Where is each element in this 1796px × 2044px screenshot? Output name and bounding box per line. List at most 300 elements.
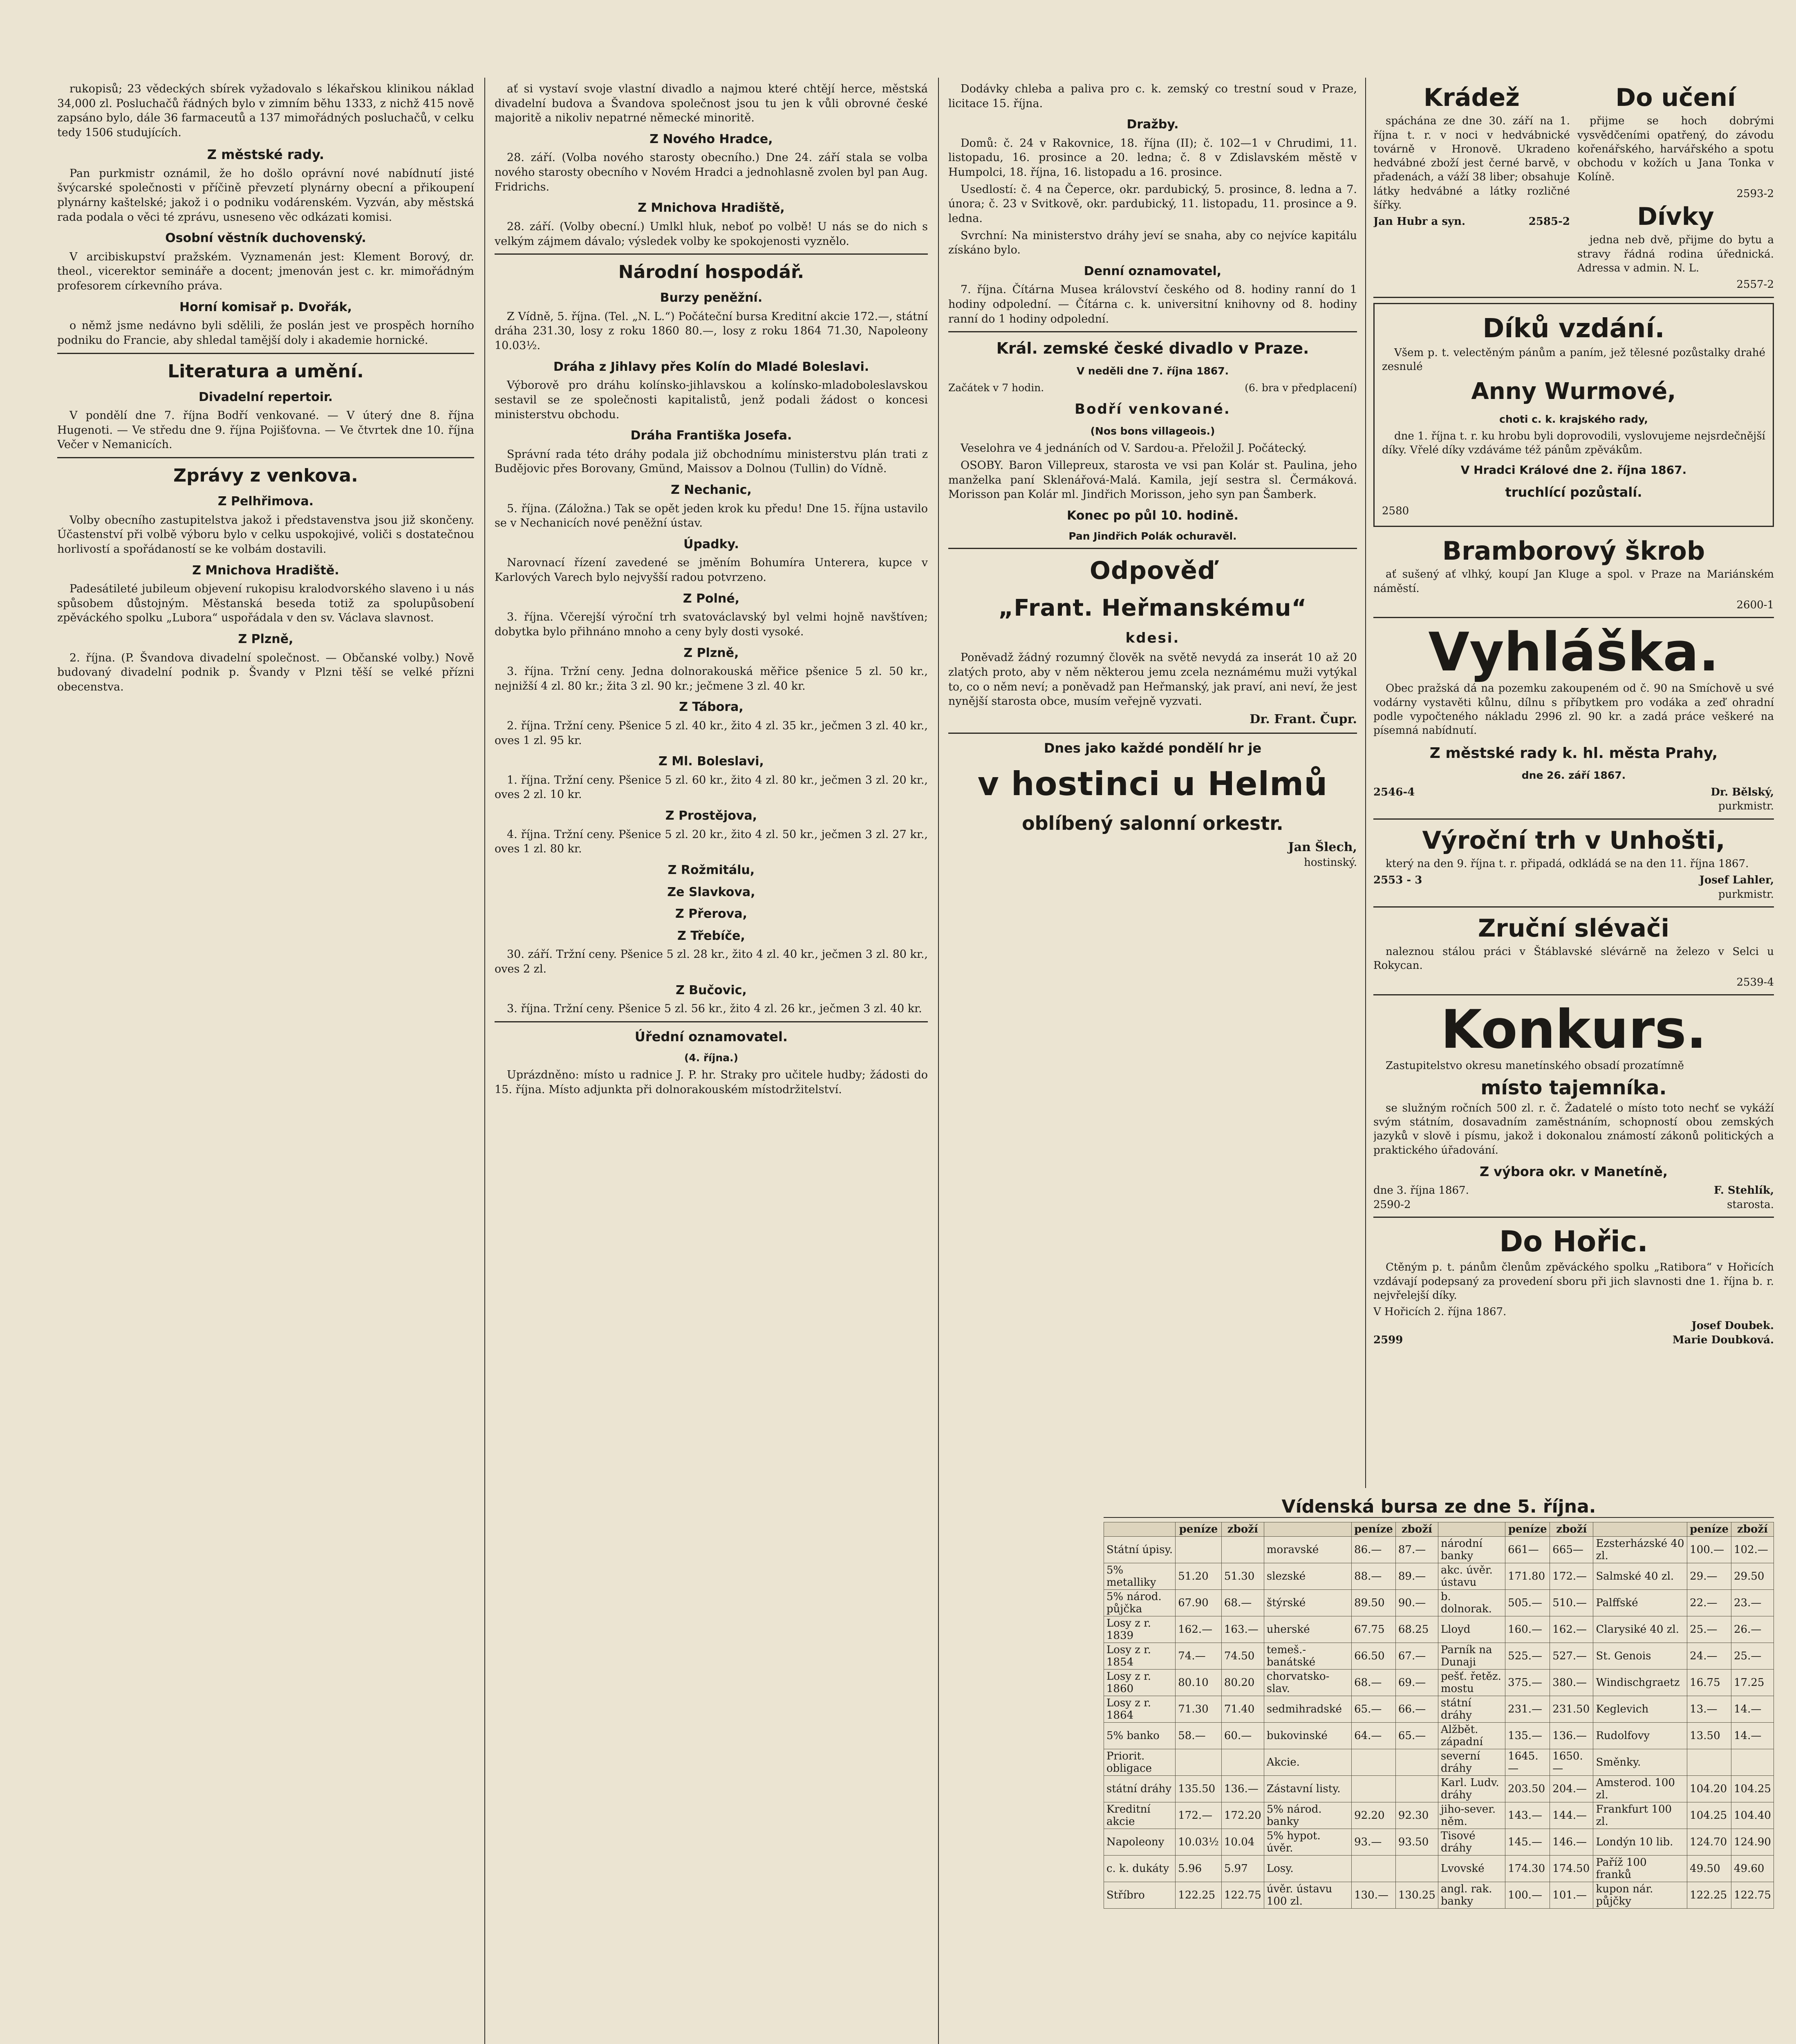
table-cell: 124.90 — [1731, 1829, 1774, 1856]
table-cell: 204.— — [1550, 1776, 1593, 1802]
ads-row — [1373, 82, 1774, 292]
table-cell: 92.20 — [1352, 1802, 1396, 1829]
paragraph: Veselohra ve 4 jednáních od V. Sardou-a. Přeložil J. Počátecký. — [961, 442, 1307, 455]
ad-kradez — [1373, 82, 1570, 292]
table-cell: 71.30 — [1176, 1696, 1222, 1723]
table-cell: 26.— — [1731, 1616, 1774, 1643]
table-cell: Paříž 100 franků — [1593, 1856, 1687, 1882]
table-cell: národní banky — [1438, 1537, 1505, 1563]
bursa-header-cell: zboží — [1395, 1522, 1438, 1537]
table-cell: Parník na Dunaji — [1438, 1643, 1505, 1670]
table-row — [1104, 1616, 1774, 1643]
ad-title: Dívky — [1637, 202, 1714, 231]
table-cell: Losy. — [1264, 1856, 1351, 1882]
table-cell: 172.20 — [1221, 1802, 1264, 1829]
section-title: Literatura a umění. — [168, 361, 364, 382]
paragraph: Správní rada této dráhy podala již obchodnímu ministerstvu plán trati z Budějovic přes Borovany, Gmünd, Maissov a Dolnou (Tullin) do Vídně. — [495, 448, 928, 475]
table-cell: temeš.-banátské — [1264, 1643, 1351, 1670]
table-cell: uherské — [1264, 1616, 1351, 1643]
table-cell: 25.— — [1731, 1643, 1774, 1670]
subsection-title: Z Plzně, — [238, 632, 293, 647]
ad-number: 2580 — [1382, 505, 1409, 518]
bursa-header-cell: zboží — [1221, 1522, 1264, 1537]
ad-sign: truchlící pozůstalí. — [1505, 484, 1642, 500]
paragraph: 4. října. Tržní ceny. Pšenice 5 zl. 20 kr., žito 4 zl. 50 kr., ječmen 3 zl. 27 kr., oves 1 zl. 80 kr. — [495, 828, 928, 856]
table-cell — [1352, 1749, 1396, 1776]
table-cell: Keglevich — [1593, 1696, 1687, 1723]
subsection-title: (4. října.) — [684, 1052, 739, 1064]
ad-sign: Marie Doubková. — [1672, 1334, 1774, 1346]
paragraph: 28. září. (Volba nového starosty obecního.) Dne 24. září stala se volba nového starosty obecního v Novém Hradci a jednohlasně zvolen byl pan Aug. Fridrichs. — [495, 151, 928, 193]
table-cell: 92.30 — [1395, 1802, 1438, 1829]
table-cell: 143.— — [1505, 1802, 1550, 1829]
divider — [1373, 818, 1774, 820]
table-row — [1104, 1802, 1774, 1829]
column-4 — [1373, 82, 1774, 1492]
table-cell: státní dráhy — [1104, 1776, 1176, 1802]
paragraph: 3. října. Tržní ceny. Pšenice 5 zl. 56 kr., žito 4 zl. 26 kr., ječmen 3 zl. 40 kr. — [507, 1002, 922, 1015]
ad-number: 2553 - 3 — [1373, 874, 1422, 887]
ad-name: Anny Wurmové, — [1471, 378, 1676, 405]
table-cell: 5% národ. půjčka — [1104, 1590, 1176, 1616]
table-cell: 49.60 — [1731, 1856, 1774, 1882]
table-cell: 102.— — [1731, 1537, 1774, 1563]
subsection-title: Dráha z Jihlavy přes Kolín do Mladé Boleslavi. — [553, 359, 869, 374]
table-cell: 93.— — [1352, 1829, 1396, 1856]
column-2 — [495, 82, 928, 2044]
ad-title: Vyhláška. — [1428, 621, 1719, 684]
paragraph: Výborově pro dráhu kolínsko-jihlavskou a kolínsko-mladoboleslavskou sestavil se ze společnosti kapitalistů, jenž podali žádost o koncesi ministerstvu obchodu. — [495, 379, 928, 421]
paragraph: Ctěným p. t. pánům členům zpěváckého spolku „Ratibora“ v Hořicích vzdávají podepsaný za provedení sboru při jich slavnosti dne 1. října b. r. nejvřelejší díky. — [1373, 1261, 1774, 1302]
subsection-title: Z Polné, — [683, 591, 740, 606]
ad-footer — [1373, 1183, 1774, 1197]
table-cell: 5.97 — [1221, 1856, 1264, 1882]
paragraph: 1. října. Tržní ceny. Pšenice 5 zl. 60 kr., žito 4 zl. 80 kr., ječmen 3 zl. 20 kr., oves 2 zl. 10 kr. — [495, 773, 928, 801]
table-row — [1104, 1643, 1774, 1670]
ad-date: V Hořicích 2. října 1867. — [1373, 1306, 1507, 1318]
theatre-date: V neděli dne 7. října 1867. — [1076, 365, 1229, 377]
bursa-header-cell: peníze — [1687, 1522, 1731, 1537]
ad-number: 2546-4 — [1373, 786, 1415, 799]
paragraph: Dodávky chleba a paliva pro c. k. zemský co trestní soud v Praze, licitace 15. října. — [948, 83, 1357, 110]
table-cell: Londýn 10 lib. — [1593, 1829, 1687, 1856]
ad-title: Bramborový škrob — [1442, 536, 1705, 566]
table-cell: 527.— — [1550, 1643, 1593, 1670]
ad-role: choti c. k. krajského rady, — [1499, 413, 1648, 425]
subsection-title: Z Třebíče, — [677, 928, 745, 943]
section-title: Z městské rady. — [207, 146, 325, 162]
ad-subtitle: místo tajemníka. — [1480, 1076, 1667, 1100]
table-cell: Losy z r. 1854 — [1104, 1643, 1176, 1670]
table-cell: Amsterod. 100 zl. — [1593, 1776, 1687, 1802]
theatre-title: Král. zemské české divadlo v Praze. — [996, 339, 1309, 358]
odpoved-sign: Dr. Frant. Čupr. — [1250, 712, 1357, 726]
table-cell: Zástavní listy. — [1264, 1776, 1351, 1802]
table-cell: 136.— — [1550, 1723, 1593, 1749]
table-cell: 162.— — [1550, 1616, 1593, 1643]
table-cell: 13.— — [1687, 1696, 1731, 1723]
table-cell — [1176, 1749, 1222, 1776]
ad-footer — [1373, 1198, 1774, 1212]
table-cell: 5% metalliky — [1104, 1563, 1176, 1590]
column-3 — [948, 82, 1357, 1484]
table-cell: jiho-sever. něm. — [1438, 1802, 1505, 1829]
column-rule — [938, 78, 939, 2044]
table-cell: akc. úvěr. ústavu — [1438, 1563, 1505, 1590]
ad-number: 2539-4 — [1736, 976, 1774, 988]
ad-sign: Z výbora okr. v Manetíně, — [1479, 1163, 1668, 1179]
odpoved-name: „Frant. Heřmanskému“ — [998, 594, 1307, 621]
bursa-table — [1104, 1522, 1774, 1909]
ad-title: Krádež — [1423, 83, 1520, 112]
table-cell: 64.— — [1352, 1723, 1396, 1749]
ad-footer — [1373, 873, 1774, 887]
table-cell: 68.— — [1352, 1670, 1396, 1696]
ad-number: 2590-2 — [1373, 1198, 1411, 1211]
ad-date: dne 3. října 1867. — [1373, 1184, 1469, 1197]
table-cell: Stříbro — [1104, 1882, 1176, 1909]
table-cell: 13.50 — [1687, 1723, 1731, 1749]
paragraph: Usedlostí: č. 4 na Čeperce, okr. pardubický, 5. prosince, 8. ledna a 7. února; č. 23 v Svitkově, okr. pardubický, 11. listopadu, 11. prosince a 9. ledna. — [948, 183, 1357, 225]
table-cell: 163.— — [1221, 1616, 1264, 1643]
ad-number: 2593-2 — [1736, 187, 1774, 200]
column-rule — [484, 78, 485, 2044]
table-cell: moravské — [1264, 1537, 1351, 1563]
bursa-header-cell — [1438, 1522, 1505, 1537]
ad-role: purkmistr. — [1718, 888, 1774, 901]
table-cell: Tisové dráhy — [1438, 1829, 1505, 1856]
ad-footer — [1373, 215, 1570, 229]
table-cell: 68.25 — [1395, 1616, 1438, 1643]
table-cell: 67.— — [1395, 1643, 1438, 1670]
subsection-title: Burzy peněžní. — [660, 291, 763, 305]
hostinec-pre: Dnes jako každé pondělí hr je — [1044, 740, 1262, 756]
table-cell: Salmské 40 zl. — [1593, 1563, 1687, 1590]
table-cell: 100.— — [1687, 1537, 1731, 1563]
paragraph: 2. října. Tržní ceny. Pšenice 5 zl. 40 kr., žito 4 zl. 35 kr., ječmen 3 zl. 40 kr., oves 1 zl. 95 kr. — [495, 719, 928, 747]
table-cell: 29.50 — [1731, 1563, 1774, 1590]
paragraph: V pondělí dne 7. října Bodří venkované. — V úterý dne 8. října Hugenoti. — Ve středu dne 9. října Pojišťovna. — Ve čtvrtek dne 10. října Večer v Nemanicích. — [57, 409, 474, 451]
table-cell: Rudolfovy — [1593, 1723, 1687, 1749]
ad-date: dne 26. září 1867. — [1521, 769, 1626, 782]
ad-role: starosta. — [1727, 1198, 1774, 1211]
table-cell: kupon nár. půjčky — [1593, 1882, 1687, 1909]
table-cell: 5.96 — [1176, 1856, 1222, 1882]
table-cell: bukovinské — [1264, 1723, 1351, 1749]
subsection-title: Z Bučovic, — [676, 983, 747, 997]
table-cell: 130.— — [1352, 1882, 1396, 1909]
table-row — [1104, 1590, 1774, 1616]
ad-sign: F. Stehlík, — [1714, 1184, 1774, 1197]
table-cell: 160.— — [1505, 1616, 1550, 1643]
subsection-title: Z Tábora, — [679, 700, 743, 715]
divider — [1373, 617, 1774, 618]
paragraph: Všem p. t. velectěným pánům a paním, jež tělesné pozůstalky drahé zesnulé — [1382, 346, 1765, 373]
paragraph: 5. října. (Záložna.) Tak se opět jeden krok ku předu! Dne 15. října ustavilo se v Nechanicích nové peněžní ústav. — [495, 502, 928, 530]
paragraph: Obec pražská dá na pozemku zakoupeném od č. 90 na Smíchově u své vodárny vystavěti kůlnu, dílnu s příbytkem pro vodáka a zeď ohradní podle vypočteného nákladu 2996 zl. 90 kr. a zadá práce veškeré na písemná nabídnutí. — [1373, 682, 1774, 737]
paragraph: naleznou stálou práci v Štáblavské slévárně na železo v Selci u Rokycan. — [1373, 946, 1774, 972]
paragraph: 7. října. Čítárna Musea království českého od 8. hodiny ranní do 1 hodiny odpolední. — Čítárna c. k. universitní knihovny od 8. hodiny ranní do 1 hodiny odpolední. — [948, 283, 1357, 325]
table-cell: Ezsterházské 40 zl. — [1593, 1537, 1687, 1563]
table-cell: 89.50 — [1352, 1590, 1396, 1616]
subsection-title: Z Rožmitálu, — [667, 863, 755, 877]
paragraph: Z Vídně, 5. října. (Tel. „N. L.“) Počáteční bursa Kreditní akcie 172.—, státní dráha 231.30, losy z roku 1860 80.—, losy z roku 1864 71.30, Napoleony 10.03½. — [495, 310, 928, 352]
subsection-title: Ze Slavkova, — [667, 885, 755, 899]
paragraph: se služným ročních 500 zl. r. č. Žadatelé o místo toto nechť se vykáží svým státním, dosavadním zaměstnáním, schopností obou zemských jazyků v slově i písmu, jakož i dokonalou známostí zákonů politických a praktického úřadování. — [1373, 1102, 1774, 1156]
table-row — [1104, 1856, 1774, 1882]
table-cell: 380.— — [1550, 1670, 1593, 1696]
hostinec-sub: oblíbený salonní orkestr. — [1022, 812, 1283, 835]
table-cell: 1650.— — [1550, 1749, 1593, 1776]
ad-sign: Josef Lahler, — [1699, 874, 1774, 887]
paragraph: který na den 9. října t. r. připadá, odkládá se na den 11. října 1867. — [1386, 857, 1749, 870]
theatre-play-sub: (Nos bons villageois.) — [1090, 425, 1215, 437]
ad-title: Zruční slévači — [1478, 914, 1670, 943]
table-cell: 23.— — [1731, 1590, 1774, 1616]
table-cell: 10.04 — [1221, 1829, 1264, 1856]
subsection-title: Z Mnichova Hradiště. — [192, 563, 339, 578]
divider — [495, 1021, 928, 1022]
table-cell — [1731, 1749, 1774, 1776]
ad-footer — [1373, 785, 1774, 799]
ad-number: 2585-2 — [1528, 215, 1570, 228]
bursa-header-row — [1104, 1522, 1774, 1537]
ad-diku — [1373, 303, 1774, 527]
paragraph: dne 1. října t. r. ku hrobu byli doprovodili, vyslovujeme nejsrdečnější díky. Vřelé díky vzdáváme též pánům zpěvákům. — [1382, 430, 1765, 456]
table-cell: 665— — [1550, 1537, 1593, 1563]
table-cell: 74.50 — [1221, 1643, 1264, 1670]
table-cell: 162.— — [1176, 1616, 1222, 1643]
table-cell: 80.10 — [1176, 1670, 1222, 1696]
table-cell: 66.— — [1395, 1696, 1438, 1723]
paragraph: 3. října. Včerejší výroční trh svatováclavský byl velmi hojně navštíven; dobytka bylo přihnáno mnoho a ceny byly dosti vysoké. — [495, 611, 928, 638]
table-cell: Losy z r. 1839 — [1104, 1616, 1176, 1643]
table-cell: Priorit. obligace — [1104, 1749, 1176, 1776]
table-cell: štýrské — [1264, 1590, 1351, 1616]
paragraph: 3. října. Tržní ceny. Jedna dolnorakouská měřice pšenice 5 zl. 50 kr., nejnižší 4 zl. 80 kr.; žita 3 zl. 90 kr.; ječmene 3 zl. 40 kr. — [495, 665, 928, 693]
table-cell: 510.— — [1550, 1590, 1593, 1616]
paragraph: spáchána ze dne 30. září na 1. října t. r. v noci v hedvábnické továrně v Hronově. Ukradeno hedvábné zboží jest černé barvě, v přadenách, a váží 38 liber; obsahuje látky hedvábné a látky rozličné šířky. — [1373, 115, 1570, 212]
ad-title: Konkurs. — [1440, 998, 1707, 1061]
subsection-title: Divadelní repertoir. — [198, 390, 333, 404]
table-cell: 135.— — [1505, 1723, 1550, 1749]
table-cell: 65.— — [1395, 1723, 1438, 1749]
paragraph: přijme se hoch dobrými vysvědčeními opatřený, do závodu kořenářského, harvářského a spotu obchodu v kožích u Jana Tonka v Kolíně. — [1577, 115, 1774, 184]
divider — [57, 457, 474, 458]
table-cell: 375.— — [1505, 1670, 1550, 1696]
paragraph: OSOBY. Baron Villepreux, starosta ve vsi pan Kolár st. Paulina, jeho manželka paní Sklenářová-Malá. Kamila, její sestra sl. Čermáková. Morisson pan Kolár ml. Jindřich Morisson, jeho syn pan Šamberk. — [948, 459, 1357, 501]
table-cell — [1352, 1856, 1396, 1882]
section-title: Národní hospodář. — [618, 262, 804, 283]
table-cell: 22.— — [1687, 1590, 1731, 1616]
ad-sign: Jan Hubr a syn. — [1373, 215, 1466, 228]
table-cell: 10.03½ — [1176, 1829, 1222, 1856]
subsection-title: Z Přerova, — [675, 907, 747, 921]
paragraph: rukopisů; 23 vědeckých sbírek vyžadovalo s lékařskou klinikou náklad 34,000 zl. Posluchačů řádných bylo v zimním běhu 1333, z nichž 415 nově zapsáno bylo, dále 36 farmaceutů a 137 mimořádných posluchačů, v celku tedy 1506 studujících. — [57, 83, 474, 139]
paragraph: 28. září. (Volby obecní.) Umlkl hluk, neboť po volbě! U nás se do nich s velkým zájmem dávalo; výsledek volby ke spokojenosti vyznělo. — [495, 220, 928, 248]
bursa-header-cell: peníze — [1176, 1522, 1222, 1537]
table-cell: Losy z r. 1864 — [1104, 1696, 1176, 1723]
table-cell: 231.50 — [1550, 1696, 1593, 1723]
theatre-play: Bodří venkované. — [1075, 401, 1231, 418]
table-cell: 231.— — [1505, 1696, 1550, 1723]
subsection-title: Dražby. — [1126, 117, 1179, 132]
divider — [57, 353, 474, 354]
table-cell: sedmihradské — [1264, 1696, 1351, 1723]
paragraph: Uprázdněno: místo u radnice J. P. hr. Straky pro učitele hudby; žádosti do 15. října. Místo adjunkta při dolnorakouském místodržitelství. — [495, 1069, 928, 1096]
table-cell: 172.— — [1550, 1563, 1593, 1590]
table-cell: 80.20 — [1221, 1670, 1264, 1696]
divider — [1373, 906, 1774, 908]
table-cell: 5% národ. banky — [1264, 1802, 1351, 1829]
table-cell: 51.30 — [1221, 1563, 1264, 1590]
ad-title: Do Hořic. — [1499, 1224, 1648, 1258]
table-cell: 71.40 — [1221, 1696, 1264, 1723]
bursa-body — [1104, 1537, 1774, 1909]
section-title: Horní komisař p. Dvořák, — [179, 300, 352, 314]
table-cell: 93.50 — [1395, 1829, 1438, 1856]
theatre-info-row — [948, 381, 1357, 394]
table-cell: 130.25 — [1395, 1882, 1438, 1909]
table-cell: 24.— — [1687, 1643, 1731, 1670]
ad-sign: Dr. Bělský, — [1711, 786, 1774, 799]
table-cell: Lloyd — [1438, 1616, 1505, 1643]
table-cell: 101.— — [1550, 1882, 1593, 1909]
hostinec-role: hostinský. — [1304, 856, 1357, 869]
table-cell: 174.50 — [1550, 1856, 1593, 1882]
table-cell: 203.50 — [1505, 1776, 1550, 1802]
hostinec-title: v hostinci u Helmů — [977, 764, 1328, 803]
paragraph: V arcibiskupství pražském. Vyznamenán jest: Klement Borový, dr. theol., vicerektor semináře a docent; jmenován jest c. kr. mimořádným profesorem církevního práva. — [57, 250, 474, 293]
table-cell: b. dolnorak. — [1438, 1590, 1505, 1616]
section-title: Úřední oznamovatel. — [634, 1029, 788, 1044]
divider — [1373, 994, 1774, 995]
table-cell: 104.25 — [1687, 1802, 1731, 1829]
table-cell: Kreditní akcie — [1104, 1802, 1176, 1829]
table-cell — [1395, 1749, 1438, 1776]
paragraph: jedna neb dvě, přijme do bytu a stravy řádná rodina úřednická. Adressa v admin. N. L. — [1577, 234, 1774, 274]
subsection-title: Z Nového Hradce, — [649, 132, 773, 146]
paragraph: ať si vystaví svoje vlastní divadlo a najmou které chtějí herce, městská divadelní budova a Švandova společnost jsou tu jen k vůli obrovné české majoritě a nikoliv nepatrné německé minoritě. — [495, 83, 928, 125]
table-cell: 174.30 — [1505, 1856, 1550, 1882]
table-cell — [1395, 1856, 1438, 1882]
column-rule — [1365, 78, 1366, 1488]
table-cell — [1176, 1537, 1222, 1563]
ad-number: 2557-2 — [1736, 278, 1774, 291]
table-cell: 14.— — [1731, 1696, 1774, 1723]
paragraph: Pan purkmistr oznámil, že ho došlo oprávní nové nabídnutí jisté švýcarské společnosti v příčině převzetí plynárny obecní a přikoupení plynárny kaštelské; jakož i o podniku vodárenském. Vyzván, aby městská rada podala o věci té zprávu, usneseno věc odkázati komisi. — [57, 167, 474, 224]
table-cell: 525.— — [1505, 1643, 1550, 1670]
table-cell: 1645.— — [1505, 1749, 1550, 1776]
subsection-title: Denní oznamovatel, — [1084, 264, 1222, 278]
ad-uceni — [1577, 82, 1774, 292]
theatre-start: Začátek v 7 hodin. — [948, 382, 1044, 394]
ad-title: Do učení — [1615, 83, 1736, 112]
table-cell: 104.20 — [1687, 1776, 1731, 1802]
hostinec-sign: Jan Šlech, — [1288, 840, 1357, 855]
bursa-header-cell: peníze — [1505, 1522, 1550, 1537]
table-cell: 67.75 — [1352, 1616, 1396, 1643]
ad-sign: Josef Doubek. — [1691, 1320, 1774, 1332]
table-cell: 68.— — [1221, 1590, 1264, 1616]
table-row — [1104, 1670, 1774, 1696]
ad-sign: V Hradci Králové dne 2. října 1867. — [1460, 463, 1687, 477]
table-cell: 505.— — [1505, 1590, 1550, 1616]
divider — [948, 331, 1357, 332]
table-cell: slezské — [1264, 1563, 1351, 1590]
divider — [495, 253, 928, 255]
table-cell: 104.40 — [1731, 1802, 1774, 1829]
bursa-header-cell: zboží — [1731, 1522, 1774, 1537]
subsection-title: Dráha Františka Josefa. — [630, 428, 792, 443]
table-cell: 86.— — [1352, 1537, 1396, 1563]
table-cell: státní dráhy — [1438, 1696, 1505, 1723]
table-cell: 60.— — [1221, 1723, 1264, 1749]
paragraph: Padesátileté jubileum objevení rukopisu kralodvorského slaveno i u nás spůsobem důstojným. Městanská beseda totiž za spolupůsobení zpěváckého spolku „Lubora“ uspořádala v den sv. Václava slavnost. — [57, 583, 474, 625]
table-cell: Napoleony — [1104, 1829, 1176, 1856]
ad-number: 2599 — [1373, 1334, 1403, 1346]
paragraph: 30. září. Tržní ceny. Pšenice 5 zl. 28 kr., žito 4 zl. 40 kr., ječmen 3 zl. 80 kr., oves 2 zl. — [495, 948, 928, 975]
table-cell — [1352, 1776, 1396, 1802]
table-cell: 5% banko — [1104, 1723, 1176, 1749]
table-cell: Karl. Ludv. dráhy — [1438, 1776, 1505, 1802]
table-cell — [1221, 1749, 1264, 1776]
divider — [1373, 1217, 1774, 1218]
table-cell: 88.— — [1352, 1563, 1396, 1590]
table-cell: 172.— — [1176, 1802, 1222, 1829]
subsection-title: Z Plzně, — [683, 645, 739, 660]
divider — [948, 548, 1357, 549]
table-cell: 66.50 — [1352, 1643, 1396, 1670]
table-cell: 122.75 — [1221, 1882, 1264, 1909]
bursa-header-cell: zboží — [1550, 1522, 1593, 1537]
subsection-title: Z Nechanic, — [671, 483, 752, 498]
table-cell: 146.— — [1550, 1829, 1593, 1856]
table-row — [1104, 1696, 1774, 1723]
theatre-director: Pan Jindřich Polák ochuravěl. — [1068, 530, 1237, 542]
table-cell: severní dráhy — [1438, 1749, 1505, 1776]
theatre-end: Konec po půl 10. hodině. — [1067, 508, 1238, 523]
table-cell: 100.— — [1505, 1882, 1550, 1909]
table-cell: Akcie. — [1264, 1749, 1351, 1776]
ad-number: 2600-1 — [1736, 599, 1774, 612]
table-cell: 87.— — [1395, 1537, 1438, 1563]
paragraph: 2. října. (P. Švandova divadelní společnost. — Občanské volby.) Nově budovaný divadelní podnik p. Švandy v Plzni těší se velké přízni obecenstva. — [57, 651, 474, 693]
bursa-header-cell — [1593, 1522, 1687, 1537]
section-title: Osobní věstník duchovenský. — [165, 231, 366, 246]
table-cell: 122.75 — [1731, 1882, 1774, 1909]
table-cell: 135.50 — [1176, 1776, 1222, 1802]
ad-sign: Z městské rady k. hl. města Prahy, — [1429, 744, 1718, 762]
table-cell: 104.25 — [1731, 1776, 1774, 1802]
table-cell: 17.25 — [1731, 1670, 1774, 1696]
table-cell — [1687, 1749, 1731, 1776]
bursa-header-cell — [1104, 1522, 1176, 1537]
bursa-title: Vídenská bursa ze dne 5. října. — [1104, 1496, 1774, 1518]
column-1 — [57, 82, 474, 2044]
ad-title: Výroční trh v Unhošti, — [1422, 826, 1725, 855]
table-cell: 145.— — [1505, 1829, 1550, 1856]
subsection-title: Z Pelhřimova. — [217, 494, 314, 509]
table-row — [1104, 1776, 1774, 1802]
table-cell: 25.— — [1687, 1616, 1731, 1643]
paragraph: Poněvadž žádný rozumný člověk na světě nevydá za inserát 10 až 20 zlatých proto, aby v něm některou jemu zcela neznámému muži vytýkal to, co o něm neví; a poněvadž pan Heřmanský, jak praví, ani neví, že jest nynější starosta obce, musím veřejně vyzvati. — [948, 651, 1357, 708]
table-row — [1104, 1723, 1774, 1749]
table-row — [1104, 1829, 1774, 1856]
table-row — [1104, 1537, 1774, 1563]
subsection-title: Z Mnichova Hradiště, — [638, 201, 785, 215]
table-cell: 122.25 — [1176, 1882, 1222, 1909]
